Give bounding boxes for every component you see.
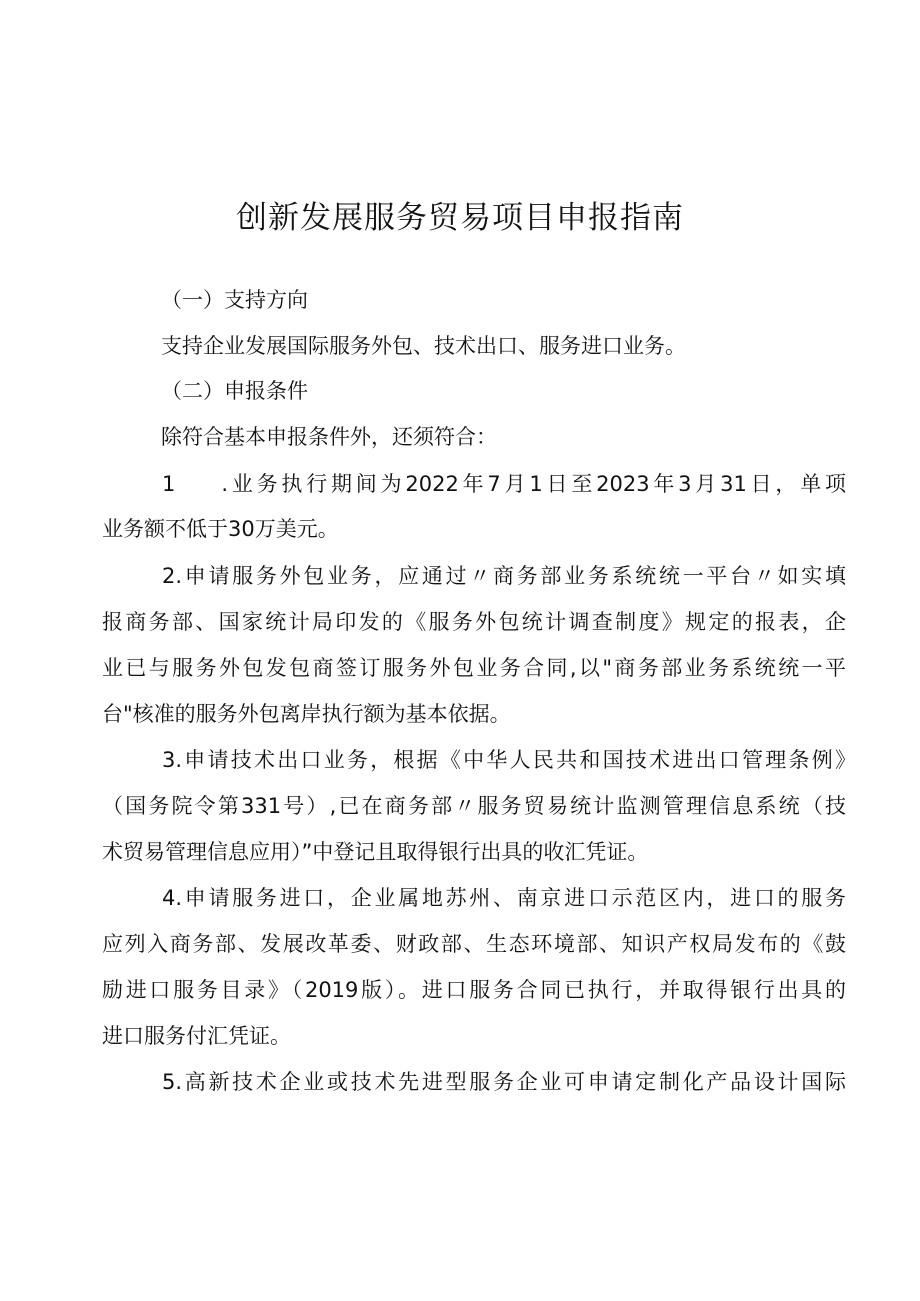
document-title: 创新发展服务贸易项目申报指南 — [236, 200, 684, 236]
item-5-line-1: 5.高新技术企业或技术先进型服务企业可申请定制化产品设计国际 — [162, 1070, 846, 1094]
item-1-line-1 — [162, 474, 846, 495]
item-1-line-2: 业务额不低于30万美元。 — [102, 517, 339, 541]
item-3-line-2: （国务院令第331号）,已在商务部〃服务贸易统计监测管理信息系统（技 — [102, 794, 846, 818]
item-3-line-3: 术贸易管理信息应用）”中登记且取得银行出具的收汇凭证。 — [102, 840, 649, 864]
conditions-intro-text: 除符合基本申报条件外，还须符合： — [161, 425, 497, 449]
section-heading-conditions: （二）申报条件 — [161, 379, 308, 403]
item-1-line-1-text: .业务执行期间为2022年7月1日至2023年3月31日，单项 — [221, 472, 846, 496]
item-4-line-2: 应列入商务部、发展改革委、财政部、生态环境部、知识产权局发布的《鼓 — [102, 932, 846, 956]
item-2-line-4: 台"核准的服务外包离岸执行额为基本依据。 — [102, 702, 511, 726]
item-3-line-1: 3.申请技术出口业务，根据《中华人民共和国技术进出口管理条例》 — [162, 748, 856, 772]
item-4-line-1: 4.申请服务进口，企业属地苏州、南京进口示范区内，进口的服务 — [162, 886, 846, 910]
item-1-number: 1 — [162, 472, 176, 496]
item-2-line-3: 业已与服务外包发包商签订服务外包业务合同,以"商务部业务系统统一平 — [102, 656, 846, 680]
item-2-line-2: 报商务部、国家统计局印发的《服务外包统计调查制度》规定的报表，企 — [102, 610, 846, 634]
item-4-line-3: 励进口服务目录》（2019版）。进口服务合同已执行，并取得银行出具的 — [102, 978, 846, 1002]
support-direction-text: 支持企业发展国际服务外包、技术出口、服务进口业务。 — [161, 334, 686, 358]
section-heading-support-direction: （一）支持方向 — [161, 288, 308, 312]
item-4-line-4: 进口服务付汇凭证。 — [102, 1024, 291, 1048]
item-2-line-1: 2.申请服务外包业务，应通过〃商务部业务系统统一平台〃如实填 — [162, 564, 846, 588]
